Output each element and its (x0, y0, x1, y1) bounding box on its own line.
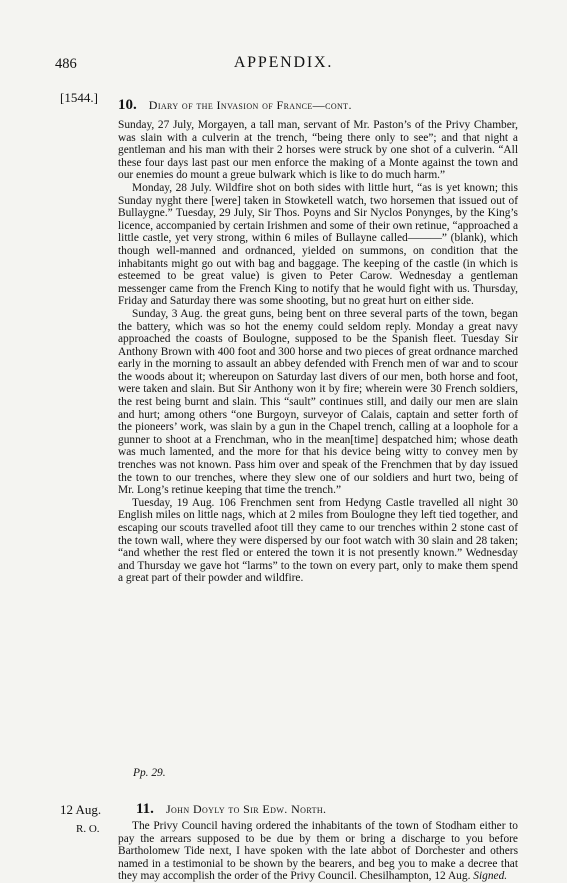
section-11-heading (136, 801, 326, 818)
running-title: APPENDIX. (233, 54, 334, 71)
section-11-title: John Doyly to Sir Edw. North. (165, 802, 327, 816)
section-10-number: 10. (118, 97, 137, 113)
page-count: Pp. 29. (133, 767, 166, 779)
section-11-text: The Privy Council having ordered the inhabitants of the town of Stodham either to pay the arrears supposed to be due by them or bring a discharge to you before Bartholomew Tide next, I have spoken with the late abbot of Dorchester and others named in a testimonial to be shown by the bearers, and beg you to make a decree that they may accomplish the order of the Privy Council. Chesilhampton, 12 Aug. (118, 820, 518, 883)
page-number: 486 (55, 56, 77, 72)
section-11-number: 11. (136, 801, 154, 817)
margin-ref: R. O. (76, 823, 100, 835)
section-11-body (118, 820, 518, 883)
paragraph-2: Monday, 28 July. Wildfire shot on both sides with little hurt, “as is yet known; this Sunday nyght there [were] taken in Stowketell watch, two horsemen that issued out of Bullaygne.” Tuesday, 29 July, Sir Thos. Poyns and Sir Nyclos Ponynges, by the King’s licence, accompanied by certain Irishmen and some of their own retinue, “approached a little castle, yet very strong, within 6 miles of Bullayne called———” (blank), which though well-manned and ordnanced, yielded on summons, on condition that the inhabitants might go out with bag and baggage. The keeping of the castle (in which is esteemed to be great value) is given to Peter Carow. Wednesday a gentleman messenger came from the French King to notify that he would fight with us. Thursday, Friday and Saturday there was some shooting, but no great hurt on either side. (118, 181, 518, 308)
section-10-title: Diary of the Invasion of France—cont. (148, 98, 352, 112)
margin-year: [1544.] (60, 90, 98, 105)
section-11-paragraph (118, 820, 518, 883)
signed-note: Signed. (473, 870, 508, 883)
paragraph-4: Tuesday, 19 Aug. 106 Frenchmen sent from Hedyng Castle travelled all night 30 English miles on little nags, which at 2 miles from Boulogne they left tied together, and escaping our scouts travelled afoot till they came to our trenches within 2 stone cast of the town wall, where they were dispersed by our foot watch with 30 slain and 28 taken; “and whether the rest fled or entered the town it is not presently known.” Wednesday and Thursday we gave hot “larms” to the town on every part, only to make them spend a great part of their powder and wildfire. (118, 496, 518, 585)
section-10-body (118, 119, 518, 585)
section-10-heading (118, 97, 352, 114)
margin-date: 12 Aug. (60, 802, 102, 817)
paragraph-3: Sunday, 3 Aug. the great guns, being bent on three several parts of the town, began the battery, which was so hot the enemy could seldom reply. Monday a great navy approached the coasts of Boulogne, supposed to be the Spanish fleet. Tuesday Sir Anthony Brown with 400 foot and 300 horse and two pieces of great ordnance marched early in the morning to assault an abbey defended with French men of war and to scour the woods about it; whereupon on Saturday last divers of our men, both horse and foot, were taken and slain. But Sir Anthony won it by fire; wherein were 30 French soldiers, the rest being burnt and slain. This “sault” continues still, and daily our men are slain and hurt; among others “one Burgoyn, surveyor of Calais, captain and setter forth of the pioneers’ work, was slain by a gun in the Chapel trench, calling at a loophole for a gunner to shoot at a Frenchman, who in the mean[time] despatched him; whose death was much lamented, and the more for that his device being witty to convey men by trenches was not known. Pass him over and speak of the Frenchmen that by day issued the town to our trenches, where they slew one of our soldiers and hurt two, being of Mr. Long’s retinue keeping that time the trench.” (118, 307, 518, 497)
paragraph-1: Sunday, 27 July, Morgayen, a tall man, servant of Mr. Paston’s of the Privy Chamber, was slain with a culverin at the trench, “being there only to see”; and that night a gentleman and his man with their 2 horses were struck by one shot of a culverin. “All these four days last past our men enforce the making of a Monte against the town and our enemies do mount a greue bulwark which is like to do much harm.” (118, 119, 518, 182)
